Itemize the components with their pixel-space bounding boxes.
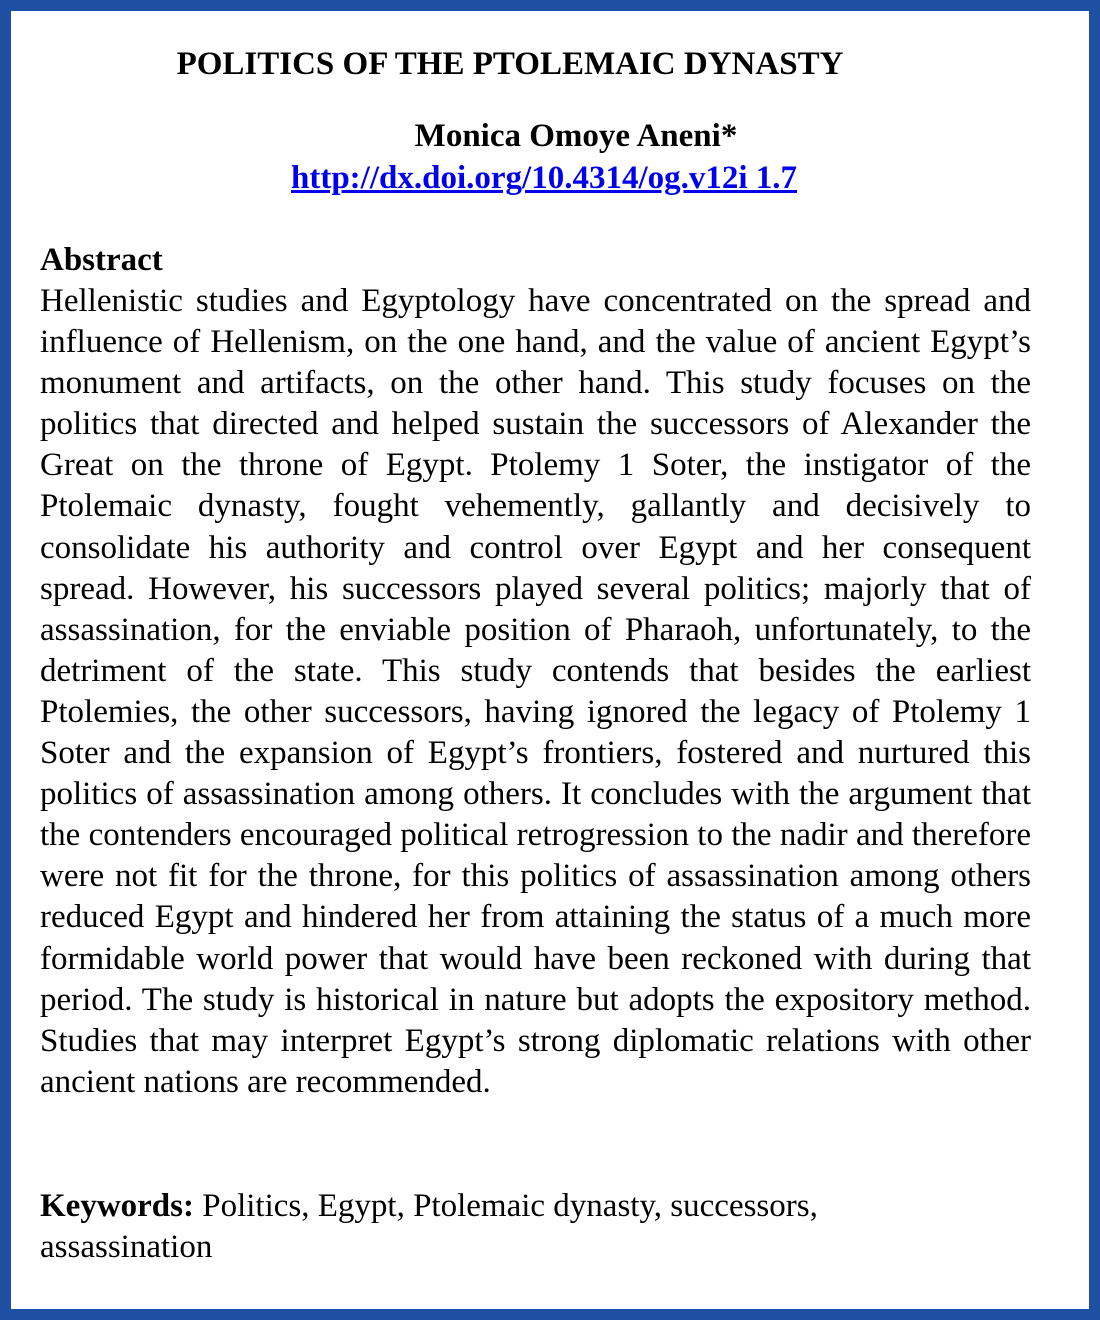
abstract-body: Hellenistic studies and Egyptology have concentrated on the spread and influence of Hellenism, on the one hand, and the value of ancient Egypt’s monument and artifacts, on the other hand. This study focuses on the politics that directed and helped sustain the successors of Alexander the Great on the throne of Egypt. Ptolemy 1 Soter, the instigator of the Ptolemaic dynasty, fought vehemently, gallantly and decisively to consolidate his authority and control over Egypt and her consequent spread. However, his successors played several politics; majorly that of assassination, for the enviable position of Pharaoh, unfortunately, to the detriment of the state. This study contends that besides the earliest Ptolemies, the other successors, having ignored the legacy of Ptolemy 1 Soter and the expansion of Egypt’s frontiers, fostered and nurtured this politics of assassination among others. It concludes with the argument that the contenders encouraged political retrogression to the nadir and therefore were not fit for the throne, for this politics of assassination among others reduced Egypt and hindered her from attaining the status of a much more formidable world power that would have been reckoned with during that period. The study is historical in nature but adopts the expository method. Studies that may interpret Egypt’s strong diplomatic relations with other ancient nations are recommended. [40,283,1031,1100]
author-name: Monica Omoye Aneni* [414,118,738,154]
paper-title: POLITICS OF THE PTOLEMAIC DYNASTY [176,46,844,82]
keywords-text: Politics, Egypt, Ptolemaic dynasty, successors, assassination [40,1188,818,1265]
keywords-label: Keywords: [40,1188,194,1224]
doi-link[interactable]: http://dx.doi.org/10.4314/og.v12i 1.7 [291,160,798,196]
keywords-line [40,1186,940,1268]
abstract-heading: Abstract [40,242,163,278]
